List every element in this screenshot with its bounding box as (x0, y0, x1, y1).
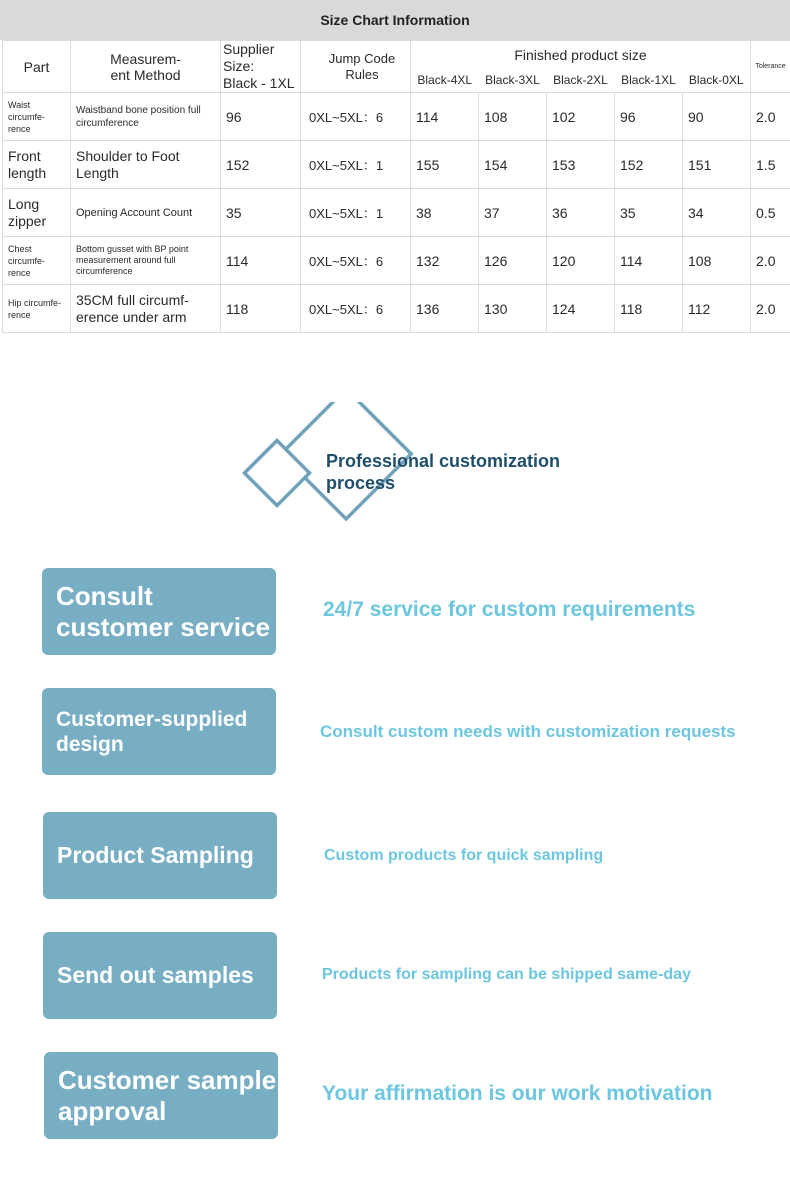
row-value: 34 (683, 189, 751, 237)
row-part: Hip circumfe-rence (3, 285, 71, 333)
row-value: 35 (615, 189, 683, 237)
header-part: Part (3, 41, 71, 93)
row-jump: 0XL~5XL：6 (301, 237, 411, 285)
row-tolerance: 1.5 (751, 141, 790, 189)
row-tolerance: 2.0 (751, 285, 790, 333)
row-part: Waist circumfe-rence (3, 93, 71, 141)
row-value: 114 (615, 237, 683, 285)
row-value: 151 (683, 141, 751, 189)
table-row (3, 189, 790, 237)
step-customer-sample-approval: Customer sample approval (44, 1052, 278, 1139)
row-method: Opening Account Count (71, 189, 221, 237)
row-supplier: 152 (221, 141, 301, 189)
row-method: 35CM full circumf-erence under arm (71, 285, 221, 333)
row-tolerance: 0.5 (751, 189, 790, 237)
row-value: 120 (547, 237, 615, 285)
row-jump: 0XL~5XL：1 (301, 189, 411, 237)
row-value: 136 (411, 285, 479, 333)
row-method: Shoulder to Foot Length (71, 141, 221, 189)
step-sampling-desc: Custom products for quick sampling (324, 847, 604, 864)
row-value: 114 (411, 93, 479, 141)
row-part: Front length (3, 141, 71, 189)
size-chart-title: Size Chart Information (0, 0, 790, 40)
table-row (3, 93, 790, 141)
header-size-2xl: Black-2XL (547, 68, 615, 92)
header-method (71, 41, 221, 93)
row-value: 154 (479, 141, 547, 189)
row-value: 38 (411, 189, 479, 237)
row-value: 118 (615, 285, 683, 333)
row-part: Long zipper (3, 189, 71, 237)
row-value: 126 (479, 237, 547, 285)
row-value: 124 (547, 285, 615, 333)
header-jump-text: Jump Code Rules (328, 50, 396, 82)
step-product-sampling: Product Sampling (43, 812, 277, 899)
step-send-out-samples: Send out samples (43, 932, 277, 1019)
header-supplier-text: Supplier Size: Black - 1XL (223, 41, 295, 91)
header-tolerance: Tolerance (751, 41, 790, 93)
step-customer-supplied-design: Customer-supplied design (42, 688, 276, 775)
row-supplier: 35 (221, 189, 301, 237)
row-value: 155 (411, 141, 479, 189)
process-title: Professional customization process (326, 451, 561, 493)
step-consult-customer-service: Consult customer service (42, 568, 276, 655)
row-value: 108 (479, 93, 547, 141)
step-design-desc: Consult custom needs with customization requests (320, 722, 736, 741)
row-supplier: 114 (221, 237, 301, 285)
row-value: 153 (547, 141, 615, 189)
table-row (3, 237, 790, 285)
row-value: 90 (683, 93, 751, 141)
header-size-3xl: Black-3XL (479, 68, 547, 92)
row-value: 36 (547, 189, 615, 237)
row-value: 130 (479, 285, 547, 333)
header-finished: Finished product size (411, 41, 751, 69)
row-value: 96 (615, 93, 683, 141)
row-method: Waistband bone position full circumference (71, 93, 221, 141)
step-send-desc: Products for sampling can be shipped same-day (322, 966, 691, 983)
row-value: 37 (479, 189, 547, 237)
size-chart-header-row (3, 41, 790, 69)
header-size-1xl: Black-1XL (615, 68, 683, 92)
step-approval-desc: Your affirmation is our work motivation (322, 1082, 713, 1105)
size-chart-table (2, 40, 790, 333)
row-supplier: 118 (221, 285, 301, 333)
table-row (3, 141, 790, 189)
header-method-text: Measurem- ent Method (110, 50, 181, 83)
header-size-4xl: Black-4XL (411, 68, 479, 92)
header-jump (301, 41, 411, 93)
row-jump: 0XL~5XL：6 (301, 93, 411, 141)
table-row (3, 285, 790, 333)
row-method: Bottom gusset with BP point measurement around full circumference (71, 237, 221, 285)
row-jump: 0XL~5XL：6 (301, 285, 411, 333)
row-value: 132 (411, 237, 479, 285)
row-part: Chest circumfe-rence (3, 237, 71, 285)
row-supplier: 96 (221, 93, 301, 141)
header-supplier (221, 41, 301, 93)
row-tolerance: 2.0 (751, 93, 790, 141)
header-size-0xl: Black-0XL (683, 68, 751, 92)
row-value: 152 (615, 141, 683, 189)
row-tolerance: 2.0 (751, 237, 790, 285)
step-consult-desc: 24/7 service for custom requirements (323, 598, 696, 621)
row-value: 108 (683, 237, 751, 285)
row-value: 112 (683, 285, 751, 333)
row-jump: 0XL~5XL：1 (301, 141, 411, 189)
row-value: 102 (547, 93, 615, 141)
